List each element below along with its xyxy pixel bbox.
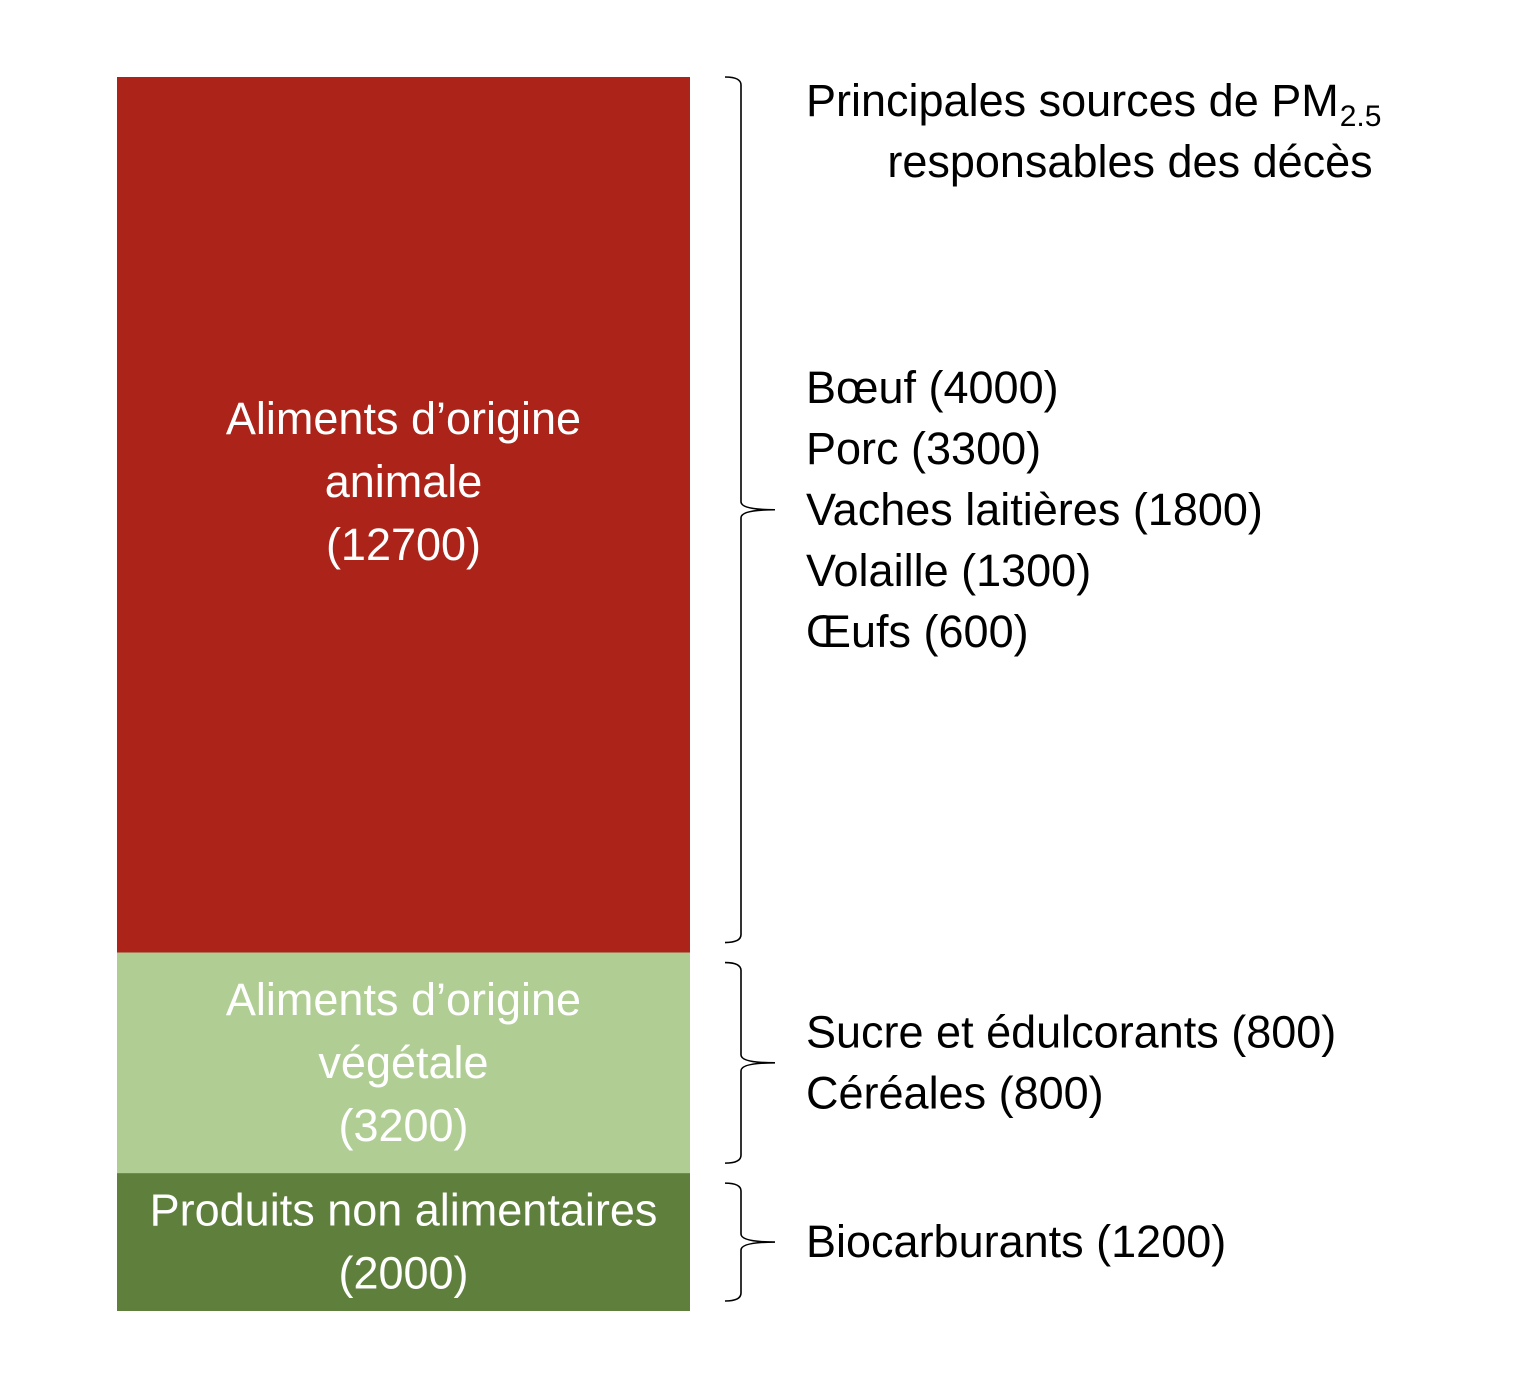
source-item-nonfood-0: Biocarburants (1200) [806,1216,1227,1268]
source-item-vegetal-1: Céréales (800) [806,1067,1104,1119]
chart-title-line-2: responsables des décès [887,136,1373,187]
source-item-animal-0: Bœuf (4000) [806,361,1059,413]
segment-label-animal-1: animale [324,456,483,507]
chart-title-line-1: Principales sources de $PM_{2.5}$ [806,75,1382,133]
source-lists [806,362,1336,1267]
segment-label-vegetal-2: (3200) [338,1099,469,1151]
brace-animal [725,77,775,943]
bar-stack [117,77,690,1311]
segment-label-vegetal-1: végétale [318,1036,489,1088]
source-item-animal-4: Œufs (600) [806,605,1029,657]
bar-segment-animal [117,77,690,953]
source-item-animal-1: Porc (3300) [806,422,1042,474]
segment-label-nonfood-1: (2000) [338,1247,469,1299]
source-item-animal-3: Volaille (1300) [806,544,1092,596]
segment-label-nonfood-0: Produits non alimentaires [149,1184,658,1236]
segment-label-animal-0: Aliments d’origine [225,393,582,444]
chart-title [806,75,1381,187]
source-item-animal-2: Vaches laitières (1800) [806,483,1263,535]
brace-vegetal [725,963,775,1164]
source-item-vegetal-0: Sucre et édulcorants (800) [806,1006,1337,1058]
brace-nonfood [725,1183,775,1301]
chart-title-subscript: 2.5 [1339,100,1382,133]
brace-group [725,77,775,1301]
segment-label-vegetal-0: Aliments d’origine [225,973,582,1025]
segment-label-animal-2: (12700) [325,519,482,570]
